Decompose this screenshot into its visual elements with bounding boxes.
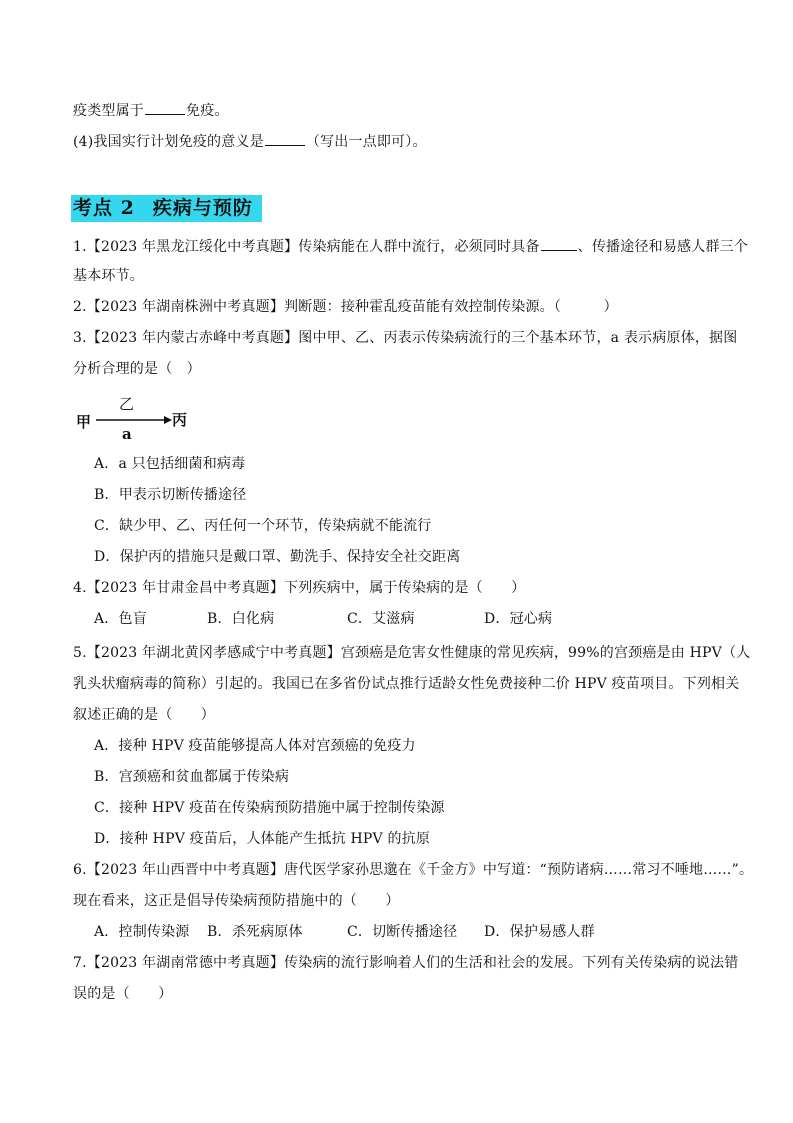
q3-option-d[interactable]: D．保护丙的措施只是戴口罩、勤洗手、保持安全社交距离 bbox=[94, 549, 461, 565]
question-text: 唐代医学家孙思邈在《千金方》中写道：“预防诸病……常习不唾地……”。 bbox=[284, 862, 754, 878]
question-5 bbox=[73, 643, 750, 663]
intro-text: （写出一点即可）。 bbox=[305, 134, 427, 150]
question-number: 1. bbox=[73, 239, 87, 255]
question-6 bbox=[73, 860, 753, 880]
question-source: 【2023 年山西晋中中考真题】 bbox=[86, 862, 285, 878]
question-source: 【2023 年湖南常德中考真题】 bbox=[86, 955, 285, 971]
question-7-cont: 误的是（ ） bbox=[73, 986, 173, 1002]
question-3-cont: 分析合理的是（ ） bbox=[73, 361, 201, 377]
question-1 bbox=[73, 236, 748, 257]
q6-option-d[interactable]: D．保护易感人群 bbox=[484, 924, 595, 940]
question-number: 2. bbox=[73, 299, 87, 315]
q3-option-b[interactable]: B．甲表示切断传播途径 bbox=[94, 487, 247, 503]
question-4 bbox=[73, 578, 525, 598]
question-source: 【2023 年湖北黄冈孝感咸宁中考真题】 bbox=[86, 645, 341, 661]
q4-option-c[interactable]: C．艾滋病 bbox=[347, 611, 415, 627]
intro-text: (4)我国实行计划免疫的意义是 bbox=[73, 134, 264, 150]
question-source: 【2023 年黑龙江绥化中考真题】 bbox=[86, 239, 299, 255]
question-1-cont: 基本环节。 bbox=[73, 268, 144, 284]
question-number: 7. bbox=[73, 955, 87, 971]
question-text: 下列疾病中，属于传染病的是（ ） bbox=[284, 580, 526, 596]
answer-blank[interactable] bbox=[145, 100, 185, 115]
diagram-label-jia: 甲 bbox=[76, 413, 92, 431]
question-text: 宫颈癌是危害女性健康的常见疾病，99%的宫颈癌是由 HPV（人 bbox=[340, 645, 751, 661]
question-source: 【2023 年甘肃金昌中考真题】 bbox=[86, 580, 285, 596]
q5-option-a[interactable]: A．接种 HPV 疫苗能够提高人体对宫颈癌的免疫力 bbox=[94, 738, 416, 754]
answer-blank[interactable] bbox=[265, 131, 305, 146]
question-source: 【2023 年湖南株洲中考真题】 bbox=[86, 299, 285, 315]
question-text: 判断题：接种霍乱疫苗能有效控制传染源。（ ） bbox=[284, 299, 618, 315]
diagram-label-a: a bbox=[122, 425, 132, 443]
q5-option-d[interactable]: D．接种 HPV 疫苗后，人体能产生抵抗 HPV 的抗原 bbox=[94, 831, 431, 847]
q5-option-c[interactable]: C．接种 HPV 疫苗在传染病预防措施中属于控制传染源 bbox=[94, 800, 445, 816]
intro-text: 免疫。 bbox=[186, 103, 229, 119]
question-number: 3. bbox=[73, 330, 87, 346]
question-source: 【2023 年内蒙古赤峰中考真题】 bbox=[86, 330, 299, 346]
question-5-cont-2: 叙述正确的是（ ） bbox=[73, 707, 215, 723]
q4-option-d[interactable]: D．冠心病 bbox=[484, 611, 553, 627]
q3-option-a[interactable]: A．a 只包括细菌和病毒 bbox=[94, 456, 246, 472]
arrow-right-icon bbox=[96, 415, 172, 425]
q6-option-a[interactable]: A．控制传染源 bbox=[94, 924, 190, 940]
section-heading-title: 疾病与预防 bbox=[152, 197, 253, 219]
intro-text: 疫类型属于 bbox=[73, 103, 144, 119]
intro-line-2 bbox=[73, 131, 427, 152]
question-5-cont-1: 乳头状瘤病毒的简称）引起的。我国已在多省份试点推行适龄女性免费接种二价 HPV 疫苗项目。下列相关 bbox=[73, 676, 740, 692]
q6-options bbox=[94, 922, 595, 942]
question-text: 、传播途径和易感人群三个 bbox=[577, 239, 749, 255]
question-2 bbox=[73, 297, 618, 317]
q5-option-b[interactable]: B．宫颈癌和贫血都属于传染病 bbox=[94, 769, 290, 785]
q4-option-b[interactable]: B．白化病 bbox=[207, 611, 275, 627]
question-7 bbox=[73, 953, 738, 973]
q6-option-b[interactable]: B．杀死病原体 bbox=[207, 924, 303, 940]
question-6-cont: 现在看来，这正是倡导传染病预防措施中的（ ） bbox=[73, 893, 400, 909]
section-heading-label: 考点 2 bbox=[73, 197, 135, 219]
q4-options bbox=[94, 609, 552, 629]
intro-line-1 bbox=[73, 100, 229, 121]
question-text: 传染病的流行影响着人们的生活和社会的发展。下列有关传染病的说法错 bbox=[284, 955, 739, 971]
diagram-label-yi: 乙 bbox=[119, 395, 135, 413]
question-number: 6. bbox=[73, 862, 87, 878]
question-number: 5. bbox=[73, 645, 87, 661]
question-text: 传染病能在人群中流行，必须同时具备 bbox=[298, 239, 540, 255]
answer-blank[interactable] bbox=[541, 236, 577, 251]
question-3 bbox=[73, 328, 737, 348]
diagram-label-bing: 丙 bbox=[172, 411, 188, 429]
question-number: 4. bbox=[73, 580, 87, 596]
transmission-diagram bbox=[74, 393, 204, 441]
section-heading bbox=[71, 195, 262, 222]
question-text: 图中甲、乙、丙表示传染病流行的三个基本环节，a 表示病原体，据图 bbox=[298, 330, 738, 346]
q3-option-c[interactable]: C．缺少甲、乙、丙任何一个环节，传染病就不能流行 bbox=[94, 518, 432, 534]
q4-option-a[interactable]: A．色盲 bbox=[94, 611, 147, 627]
q6-option-c[interactable]: C．切断传播途径 bbox=[347, 924, 458, 940]
